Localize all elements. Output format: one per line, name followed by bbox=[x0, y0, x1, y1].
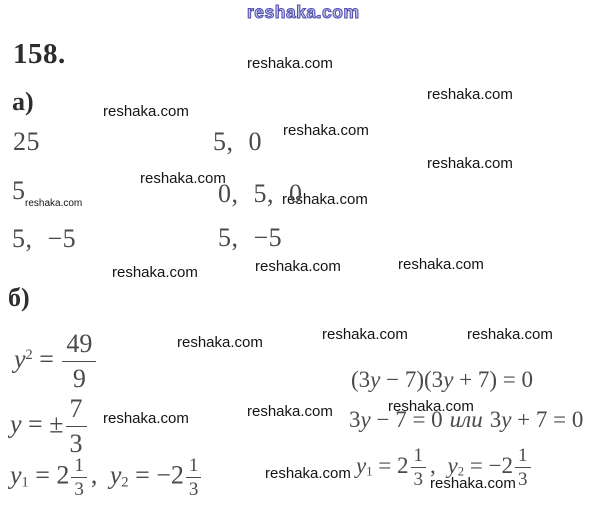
math-equals: = bbox=[28, 409, 43, 439]
watermark: reshaka.com bbox=[247, 55, 333, 72]
watermark: reshaka.com bbox=[427, 155, 513, 172]
math-text: − 7 = 0 bbox=[370, 407, 443, 432]
watermark: reshaka.com bbox=[255, 258, 341, 275]
watermark: reshaka.com bbox=[283, 122, 369, 139]
fraction bbox=[186, 456, 202, 499]
math-integer: 2 bbox=[56, 460, 70, 490]
answer-a-row1-right: 5, 0 bbox=[213, 127, 262, 156]
math-var: y bbox=[356, 452, 367, 478]
math-text: + 7 = 0 bbox=[511, 407, 584, 432]
math-subscript: 1 bbox=[366, 464, 373, 479]
watermark: reshaka.com bbox=[388, 398, 474, 415]
fraction bbox=[62, 331, 96, 392]
watermark: reshaka.com bbox=[140, 170, 226, 187]
watermark: reshaka.com bbox=[282, 191, 368, 208]
or-word: или bbox=[449, 407, 483, 432]
watermark: reshaka.com bbox=[103, 103, 189, 120]
watermark: reshaka.com bbox=[322, 326, 408, 343]
math-var: y bbox=[10, 409, 22, 439]
math-equals: = bbox=[135, 460, 150, 490]
fraction-denominator: 3 bbox=[518, 469, 528, 490]
answer-a-row2-left: 5 bbox=[12, 176, 26, 205]
watermark: reshaka.com bbox=[265, 465, 351, 482]
watermark: reshaka.com bbox=[247, 403, 333, 420]
watermark: reshaka.com bbox=[467, 326, 553, 343]
math-text: (3 bbox=[351, 367, 371, 392]
watermark: reshaka.com bbox=[25, 198, 83, 209]
math-var: y bbox=[443, 367, 454, 392]
site-logo: reshaka.com bbox=[247, 2, 360, 22]
math-text: 3 bbox=[349, 407, 361, 432]
math-equals: = bbox=[35, 460, 50, 490]
fraction-denominator: 3 bbox=[74, 479, 84, 500]
math-equals: = bbox=[469, 452, 483, 478]
math-comma: , bbox=[90, 460, 98, 490]
roots-line-right bbox=[356, 445, 533, 492]
math-var: y bbox=[370, 367, 381, 392]
fraction-denominator: 9 bbox=[72, 364, 86, 393]
answer-a-row1-left: 25 bbox=[13, 127, 40, 156]
fraction bbox=[411, 446, 427, 489]
equation-or bbox=[349, 408, 583, 431]
equation-plus-minus bbox=[10, 396, 89, 457]
fraction-numerator: 49 bbox=[62, 331, 96, 362]
plus-minus-sign: ± bbox=[49, 409, 64, 439]
math-var: y bbox=[14, 344, 26, 374]
math-equals: = bbox=[39, 344, 54, 374]
section-b-label: б) bbox=[8, 283, 30, 312]
equation-y-squared bbox=[14, 331, 98, 392]
math-text: − 7)(3 bbox=[380, 367, 444, 392]
math-var: y bbox=[360, 407, 371, 432]
watermark: reshaka.com bbox=[177, 334, 263, 351]
fraction bbox=[515, 446, 531, 489]
fraction-numerator: 7 bbox=[66, 396, 87, 427]
math-text: 3 bbox=[489, 407, 502, 432]
math-equals: = bbox=[378, 452, 392, 478]
math-text: + 7) = 0 bbox=[453, 367, 534, 392]
math-subscript: 1 bbox=[21, 474, 29, 491]
roots-line-left bbox=[10, 456, 203, 499]
fraction bbox=[71, 456, 87, 499]
equation-factored bbox=[351, 368, 533, 391]
watermark: reshaka.com bbox=[427, 86, 513, 103]
fraction-numerator: 1 bbox=[411, 446, 427, 468]
math-comma: , bbox=[430, 452, 436, 478]
problem-number: 158. bbox=[13, 38, 66, 70]
fraction-denominator: 3 bbox=[69, 429, 83, 458]
fraction-numerator: 1 bbox=[186, 456, 202, 478]
answer-a-row3-left: 5, −5 bbox=[12, 224, 77, 253]
math-var: y bbox=[447, 452, 458, 478]
watermark: reshaka.com bbox=[398, 256, 484, 273]
fraction-denominator: 3 bbox=[188, 479, 199, 500]
math-var: y bbox=[501, 407, 512, 432]
math-subscript: 2 bbox=[121, 474, 129, 491]
fraction-numerator: 1 bbox=[515, 446, 531, 468]
fraction-numerator: 1 bbox=[71, 456, 87, 478]
math-subscript: 2 bbox=[457, 464, 465, 479]
answer-a-row3-right: 5, −5 bbox=[218, 223, 283, 252]
math-var: y bbox=[109, 460, 122, 490]
math-integer: −2 bbox=[156, 460, 184, 490]
fraction-denominator: 3 bbox=[413, 469, 424, 490]
fraction bbox=[66, 396, 87, 457]
math-integer: 2 bbox=[397, 452, 409, 478]
watermark: reshaka.com bbox=[112, 264, 198, 281]
watermark: reshaka.com bbox=[103, 410, 189, 427]
math-exponent: 2 bbox=[25, 346, 33, 363]
section-a-label: а) bbox=[12, 87, 34, 116]
watermark: reshaka.com bbox=[430, 475, 516, 492]
math-var: y bbox=[10, 460, 22, 490]
math-integer: −2 bbox=[488, 452, 514, 478]
answer-a-row2-right: 0, 5, 0 bbox=[218, 179, 303, 208]
